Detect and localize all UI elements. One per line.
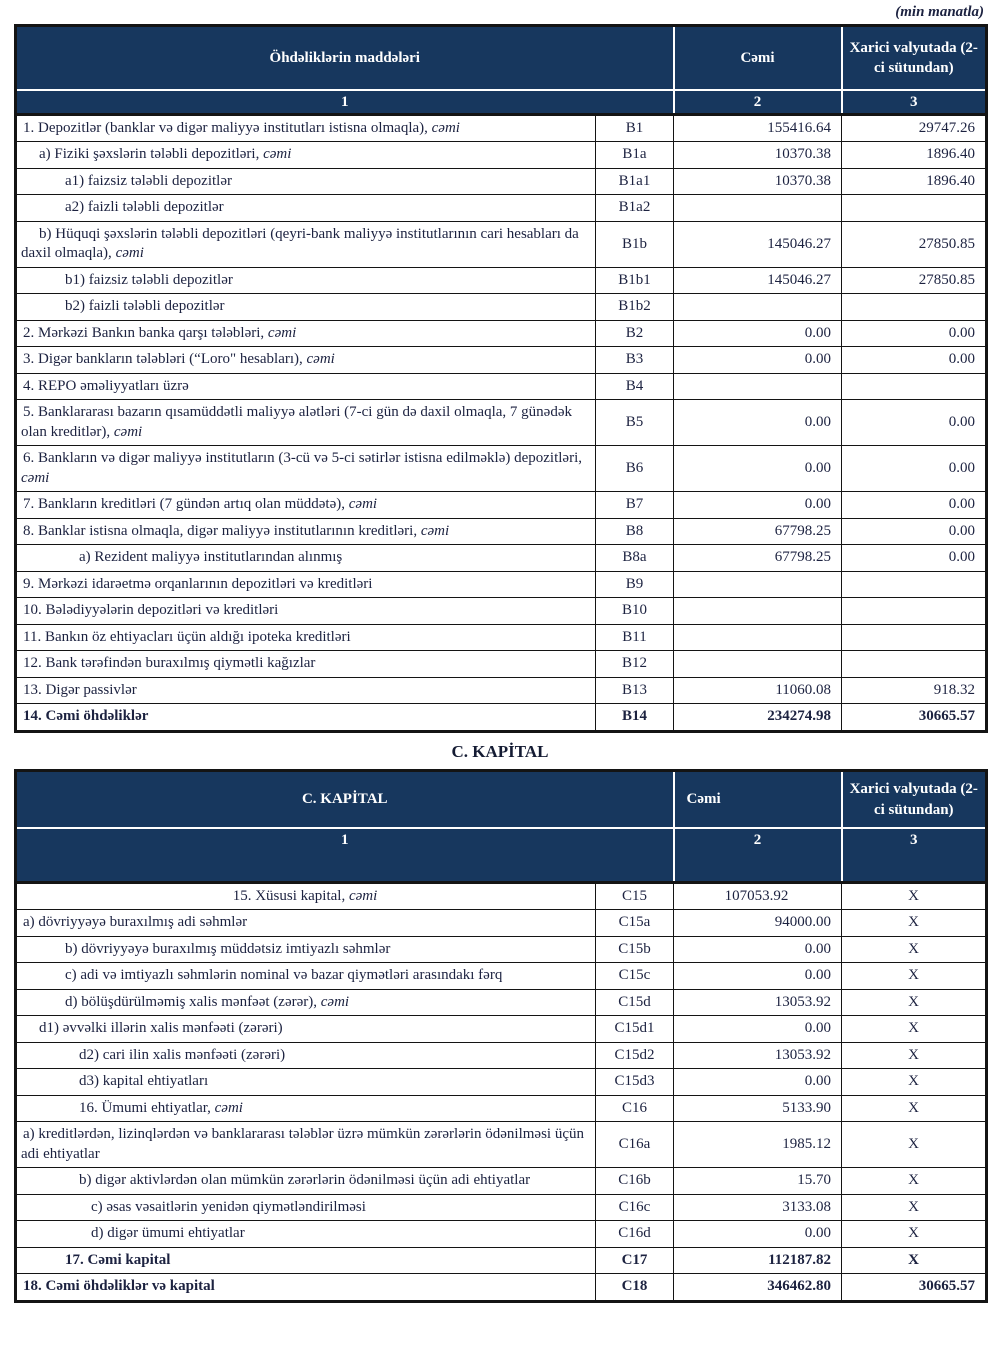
item-label: 6. Bankların və digər maliyyə institutların (3-cü və 5-ci sətirlər istisna edilməklə) depozitləri,	[23, 450, 582, 467]
table-row	[16, 446, 987, 492]
item-label: d) digər ümumi ehtiyatlar	[91, 1225, 245, 1242]
table-row	[16, 1042, 987, 1069]
item-label: 4. REPO əməliyyatları üzrə	[23, 377, 189, 394]
liabilities-total-header: Cəmi	[674, 26, 842, 90]
row-code-cell: C16	[596, 1095, 674, 1122]
item-label: 13. Digər passivlər	[23, 681, 137, 698]
foreign-currency-value-cell: 27850.85	[842, 221, 987, 267]
item-label-cell	[16, 1247, 596, 1274]
item-label-cell	[16, 936, 596, 963]
total-value-cell: 145046.27	[674, 221, 842, 267]
item-label: 18. Cəmi öhdəliklər və kapital	[23, 1278, 215, 1295]
row-code-cell: B1b1	[596, 267, 674, 294]
item-label-cell	[16, 142, 596, 169]
foreign-currency-value-cell: 0.00	[842, 400, 987, 446]
item-label: 12. Bank tərəfindən buraxılmış qiymətli kağızlar	[23, 655, 316, 672]
table-row	[16, 1095, 987, 1122]
row-code-cell: B7	[596, 492, 674, 519]
item-label-cell	[16, 624, 596, 651]
total-value-cell: 67798.25	[674, 545, 842, 572]
item-label: 2. Mərkəzi Bankın banka qarşı tələbləri,	[23, 324, 268, 341]
item-label-cell	[16, 114, 596, 142]
item-label-italic-suffix: cəmi	[320, 993, 350, 1010]
item-label-cell	[16, 989, 596, 1016]
total-value-cell: 67798.25	[674, 518, 842, 545]
capital-header-row	[16, 770, 987, 828]
item-label-cell	[16, 1095, 596, 1122]
total-value-cell: 0.00	[674, 963, 842, 990]
foreign-currency-value-cell	[842, 651, 987, 678]
column-number-1: 1	[16, 90, 674, 115]
item-label-cell	[16, 400, 596, 446]
row-code-cell: C15d1	[596, 1016, 674, 1043]
total-value-cell: 10370.38	[674, 142, 842, 169]
item-label-italic-suffix: cəmi	[263, 146, 292, 163]
item-label: b) Hüquqi şəxslərin tələbli depozitləri (qeyri-bank maliyyə institutlarının cari hesabları da daxil olmaqla),	[21, 225, 579, 262]
foreign-currency-value-cell: X	[842, 910, 987, 937]
table-row	[16, 677, 987, 704]
total-value-cell	[674, 373, 842, 400]
item-label: c) əsas vəsaitlərin yenidən qiymətləndirilməsi	[91, 1198, 366, 1215]
row-code-cell: B2	[596, 320, 674, 347]
column-number-1: 1	[16, 828, 674, 882]
item-label: 10. Bələdiyyələrin depozitləri və kreditləri	[23, 602, 279, 619]
item-label-cell	[16, 446, 596, 492]
row-code-cell: B3	[596, 347, 674, 374]
total-value-cell: 0.00	[674, 492, 842, 519]
column-number-3: 3	[842, 828, 987, 882]
table-row	[16, 1016, 987, 1043]
item-label-cell	[16, 320, 596, 347]
total-value-cell: 107053.92	[674, 882, 842, 910]
item-label-cell	[16, 518, 596, 545]
item-label: a) Rezident maliyyə institutlarından alınmış	[79, 549, 343, 566]
row-code-cell: C18	[596, 1274, 674, 1302]
item-label-cell	[16, 963, 596, 990]
foreign-currency-value-cell: 30665.57	[842, 1274, 987, 1302]
row-code-cell: C15b	[596, 936, 674, 963]
item-label-italic-suffix: cəmi	[431, 119, 460, 136]
foreign-currency-value-cell: 0.00	[842, 347, 987, 374]
row-code-cell: B5	[596, 400, 674, 446]
row-code-cell: C17	[596, 1247, 674, 1274]
table-row	[16, 936, 987, 963]
row-code-cell: C15	[596, 882, 674, 910]
capital-section-title: C. KAPİTAL	[451, 741, 549, 761]
item-label: b2) faizli tələbli depozitlər	[65, 298, 225, 315]
total-value-cell: 0.00	[674, 347, 842, 374]
item-label: b1) faizsiz tələbli depozitlər	[65, 271, 233, 288]
foreign-currency-value-cell: 1896.40	[842, 168, 987, 195]
foreign-currency-value-cell	[842, 373, 987, 400]
table-row	[16, 1122, 987, 1168]
row-code-cell: B1a1	[596, 168, 674, 195]
foreign-currency-value-cell: X	[842, 963, 987, 990]
item-label-italic-suffix: cəmi	[214, 1099, 243, 1116]
row-code-cell: C15d2	[596, 1042, 674, 1069]
row-code-cell: C15d3	[596, 1069, 674, 1096]
item-label: 7. Bankların kreditləri (7 gündən artıq olan müddətə),	[23, 496, 349, 513]
item-label: 1. Depozitlər (banklar və digər maliyyə institutları istisna olmaqla),	[23, 119, 432, 136]
item-label-cell	[16, 704, 596, 732]
total-value-cell: 234274.98	[674, 704, 842, 732]
row-code-cell: B11	[596, 624, 674, 651]
item-label: 11. Bankın öz ehtiyacları üçün aldığı ipoteka kreditləri	[23, 628, 351, 645]
table-row	[16, 142, 987, 169]
item-label-italic-suffix: cəmi	[267, 324, 297, 341]
item-label: 14. Cəmi öhdəliklər	[23, 708, 149, 725]
table-row	[16, 168, 987, 195]
row-code-cell: C15c	[596, 963, 674, 990]
table-row	[16, 989, 987, 1016]
table-row	[16, 400, 987, 446]
table-row	[16, 267, 987, 294]
liabilities-column-number-row	[16, 90, 987, 115]
table-row	[16, 598, 987, 625]
item-label: 5. Banklararası bazarın qısamüddətli maliyyə alətləri (7-ci gün də daxil olmaqla, 7 günədək olan kreditlər),	[21, 404, 572, 440]
foreign-currency-value-cell: X	[842, 989, 987, 1016]
total-value-cell: 0.00	[674, 320, 842, 347]
total-value-cell	[674, 624, 842, 651]
capital-table	[14, 769, 988, 1303]
item-label-cell	[16, 910, 596, 937]
item-label-cell	[16, 168, 596, 195]
foreign-currency-value-cell	[842, 294, 987, 321]
item-label-cell	[16, 1042, 596, 1069]
item-label-cell	[16, 571, 596, 598]
row-code-cell: C15a	[596, 910, 674, 937]
item-label: a1) faizsiz tələbli depozitlər	[65, 172, 232, 189]
total-value-cell: 1985.12	[674, 1122, 842, 1168]
table-row	[16, 1168, 987, 1195]
row-code-cell: B10	[596, 598, 674, 625]
table-row	[16, 651, 987, 678]
table-row	[16, 882, 987, 910]
item-label: b) digər aktivlərdən olan mümkün zərərlərin ödənilməsi üçün adi ehtiyatlar	[79, 1172, 531, 1189]
item-label-italic-suffix: cəmi	[113, 423, 143, 440]
row-code-cell: B9	[596, 571, 674, 598]
table-row	[16, 518, 987, 545]
column-number-2: 2	[674, 90, 842, 115]
table-row	[16, 221, 987, 267]
total-value-cell	[674, 598, 842, 625]
total-value-cell: 0.00	[674, 1069, 842, 1096]
row-code-cell: B6	[596, 446, 674, 492]
item-label: 17. Cəmi kapital	[65, 1251, 171, 1268]
table-row	[16, 910, 987, 937]
liabilities-header-row	[16, 26, 987, 90]
table-row	[16, 963, 987, 990]
item-label-cell	[16, 492, 596, 519]
item-label-cell	[16, 1274, 596, 1302]
row-code-cell: C16a	[596, 1122, 674, 1168]
item-label-cell	[16, 545, 596, 572]
item-label-cell	[16, 373, 596, 400]
item-label: 9. Mərkəzi idarəetmə orqanlarının depozitləri və kreditləri	[23, 575, 373, 592]
foreign-currency-value-cell: X	[842, 882, 987, 910]
capital-items-header: C. KAPİTAL	[16, 770, 674, 828]
row-code-cell: B1a	[596, 142, 674, 169]
column-number-3: 3	[842, 90, 987, 115]
total-value-cell: 13053.92	[674, 1042, 842, 1069]
table-row	[16, 1247, 987, 1274]
item-label: a) kreditlərdən, lizinqlərdən və banklararası tələblər üzrə mümkün zərərlərin ödənilməsi üçün adi ehtiyatlar	[21, 1126, 585, 1162]
total-value-cell: 5133.90	[674, 1095, 842, 1122]
item-label: a) Fiziki şəxslərin tələbli depozitləri,	[39, 146, 264, 163]
table-row	[16, 624, 987, 651]
foreign-currency-value-cell: X	[842, 1095, 987, 1122]
item-label-cell	[16, 221, 596, 267]
item-label-cell	[16, 677, 596, 704]
table-row	[16, 1221, 987, 1248]
item-label-cell	[16, 1221, 596, 1248]
foreign-currency-value-cell: X	[842, 1194, 987, 1221]
item-label-cell	[16, 1194, 596, 1221]
liabilities-table	[14, 24, 988, 733]
table-row	[16, 704, 987, 732]
item-label: 16. Ümumi ehtiyatlar,	[79, 1099, 215, 1116]
capital-total-header: Cəmi	[674, 770, 842, 828]
total-value-cell	[674, 651, 842, 678]
foreign-currency-value-cell	[842, 571, 987, 598]
foreign-currency-value-cell: X	[842, 1221, 987, 1248]
table-row	[16, 1069, 987, 1096]
table-row	[16, 195, 987, 222]
foreign-currency-value-cell: 0.00	[842, 492, 987, 519]
foreign-currency-value-cell: X	[842, 1247, 987, 1274]
row-code-cell: C16c	[596, 1194, 674, 1221]
foreign-currency-value-cell: X	[842, 1016, 987, 1043]
item-label: 8. Banklar istisna olmaqla, digər maliyyə institutlarının kreditləri,	[23, 522, 421, 539]
foreign-currency-value-cell: 0.00	[842, 446, 987, 492]
total-value-cell: 94000.00	[674, 910, 842, 937]
foreign-currency-value-cell	[842, 598, 987, 625]
item-label: d) bölüşdürülməmiş xalis mənfəət (zərər),	[65, 993, 321, 1010]
table-row	[16, 571, 987, 598]
row-code-cell: B1b	[596, 221, 674, 267]
total-value-cell: 10370.38	[674, 168, 842, 195]
row-code-cell: C16d	[596, 1221, 674, 1248]
total-value-cell: 11060.08	[674, 677, 842, 704]
row-code-cell: B1b2	[596, 294, 674, 321]
foreign-currency-value-cell: 0.00	[842, 518, 987, 545]
item-label-cell	[16, 882, 596, 910]
item-label-italic-suffix: cəmi	[348, 887, 378, 904]
item-label-cell	[16, 1122, 596, 1168]
table-row	[16, 114, 987, 142]
row-code-cell: C16b	[596, 1168, 674, 1195]
item-label: 3. Digər bankların tələbləri (“Loro" hesabları),	[23, 351, 307, 368]
row-code-cell: B14	[596, 704, 674, 732]
liabilities-foreign-header: Xarici valyutada (2-ci sütundan)	[842, 26, 987, 90]
item-label-cell	[16, 1168, 596, 1195]
item-label-cell	[16, 598, 596, 625]
item-label-italic-suffix: cəmi	[306, 351, 335, 368]
foreign-currency-value-cell: X	[842, 936, 987, 963]
table-row	[16, 492, 987, 519]
total-value-cell	[674, 571, 842, 598]
row-code-cell: B8a	[596, 545, 674, 572]
item-label-cell	[16, 195, 596, 222]
total-value-cell: 0.00	[674, 1016, 842, 1043]
foreign-currency-value-cell: 0.00	[842, 545, 987, 572]
item-label-cell	[16, 347, 596, 374]
row-code-cell: B1	[596, 114, 674, 142]
row-code-cell: B12	[596, 651, 674, 678]
foreign-currency-value-cell: 918.32	[842, 677, 987, 704]
item-label: a2) faizli tələbli depozitlər	[65, 199, 224, 216]
total-value-cell: 0.00	[674, 1221, 842, 1248]
item-label-cell	[16, 267, 596, 294]
foreign-currency-value-cell: 30665.57	[842, 704, 987, 732]
table-row	[16, 373, 987, 400]
item-label: d2) cari ilin xalis mənfəəti (zərəri)	[79, 1046, 286, 1063]
total-value-cell: 0.00	[674, 400, 842, 446]
item-label-italic-suffix: cəmi	[115, 245, 144, 262]
total-value-cell: 0.00	[674, 936, 842, 963]
total-value-cell: 3133.08	[674, 1194, 842, 1221]
foreign-currency-value-cell: X	[842, 1042, 987, 1069]
item-label-cell	[16, 651, 596, 678]
foreign-currency-value-cell	[842, 195, 987, 222]
table-row	[16, 545, 987, 572]
liabilities-items-header: Öhdəliklərin maddələri	[16, 26, 674, 90]
foreign-currency-value-cell: X	[842, 1122, 987, 1168]
item-label-cell	[16, 1069, 596, 1096]
unit-note: (min manatla)	[895, 4, 984, 20]
item-label-italic-suffix: cəmi	[348, 496, 378, 513]
foreign-currency-value-cell: 29747.26	[842, 114, 987, 142]
item-label-italic-suffix: cəmi	[420, 522, 450, 539]
item-label-cell	[16, 294, 596, 321]
item-label-cell	[16, 1016, 596, 1043]
row-code-cell: B1a2	[596, 195, 674, 222]
total-value-cell: 155416.64	[674, 114, 842, 142]
table-row	[16, 1274, 987, 1302]
row-code-cell: B13	[596, 677, 674, 704]
total-value-cell	[674, 294, 842, 321]
capital-foreign-header: Xarici valyutada (2-ci sütundan)	[842, 770, 987, 828]
capital-column-number-row	[16, 828, 987, 882]
foreign-currency-value-cell: 1896.40	[842, 142, 987, 169]
foreign-currency-value-cell: 27850.85	[842, 267, 987, 294]
foreign-currency-value-cell: X	[842, 1168, 987, 1195]
table-row	[16, 347, 987, 374]
item-label: d1) əvvəlki illərin xalis mənfəəti (zərəri)	[39, 1020, 283, 1037]
row-code-cell: B8	[596, 518, 674, 545]
table-row	[16, 320, 987, 347]
total-value-cell: 346462.80	[674, 1274, 842, 1302]
total-value-cell: 145046.27	[674, 267, 842, 294]
table-row	[16, 294, 987, 321]
item-label-italic-suffix: cəmi	[21, 469, 50, 486]
total-value-cell: 15.70	[674, 1168, 842, 1195]
total-value-cell	[674, 195, 842, 222]
item-label: d3) kapital ehtiyatları	[79, 1073, 209, 1090]
item-label: c) adi və imtiyazlı səhmlərin nominal və bazar qiymətləri arasındakı fərq	[65, 967, 503, 984]
total-value-cell: 13053.92	[674, 989, 842, 1016]
foreign-currency-value-cell: X	[842, 1069, 987, 1096]
column-number-2: 2	[674, 828, 842, 882]
row-code-cell: C15d	[596, 989, 674, 1016]
total-value-cell: 112187.82	[674, 1247, 842, 1274]
item-label: 15. Xüsusi kapital,	[232, 887, 349, 904]
foreign-currency-value-cell: 0.00	[842, 320, 987, 347]
total-value-cell: 0.00	[674, 446, 842, 492]
table-row	[16, 1194, 987, 1221]
item-label: a) dövriyyəyə buraxılmış adi səhmlər	[23, 914, 248, 931]
item-label: b) dövriyyəyə buraxılmış müddətsiz imtiyazlı səhmlər	[65, 940, 391, 957]
foreign-currency-value-cell	[842, 624, 987, 651]
row-code-cell: B4	[596, 373, 674, 400]
